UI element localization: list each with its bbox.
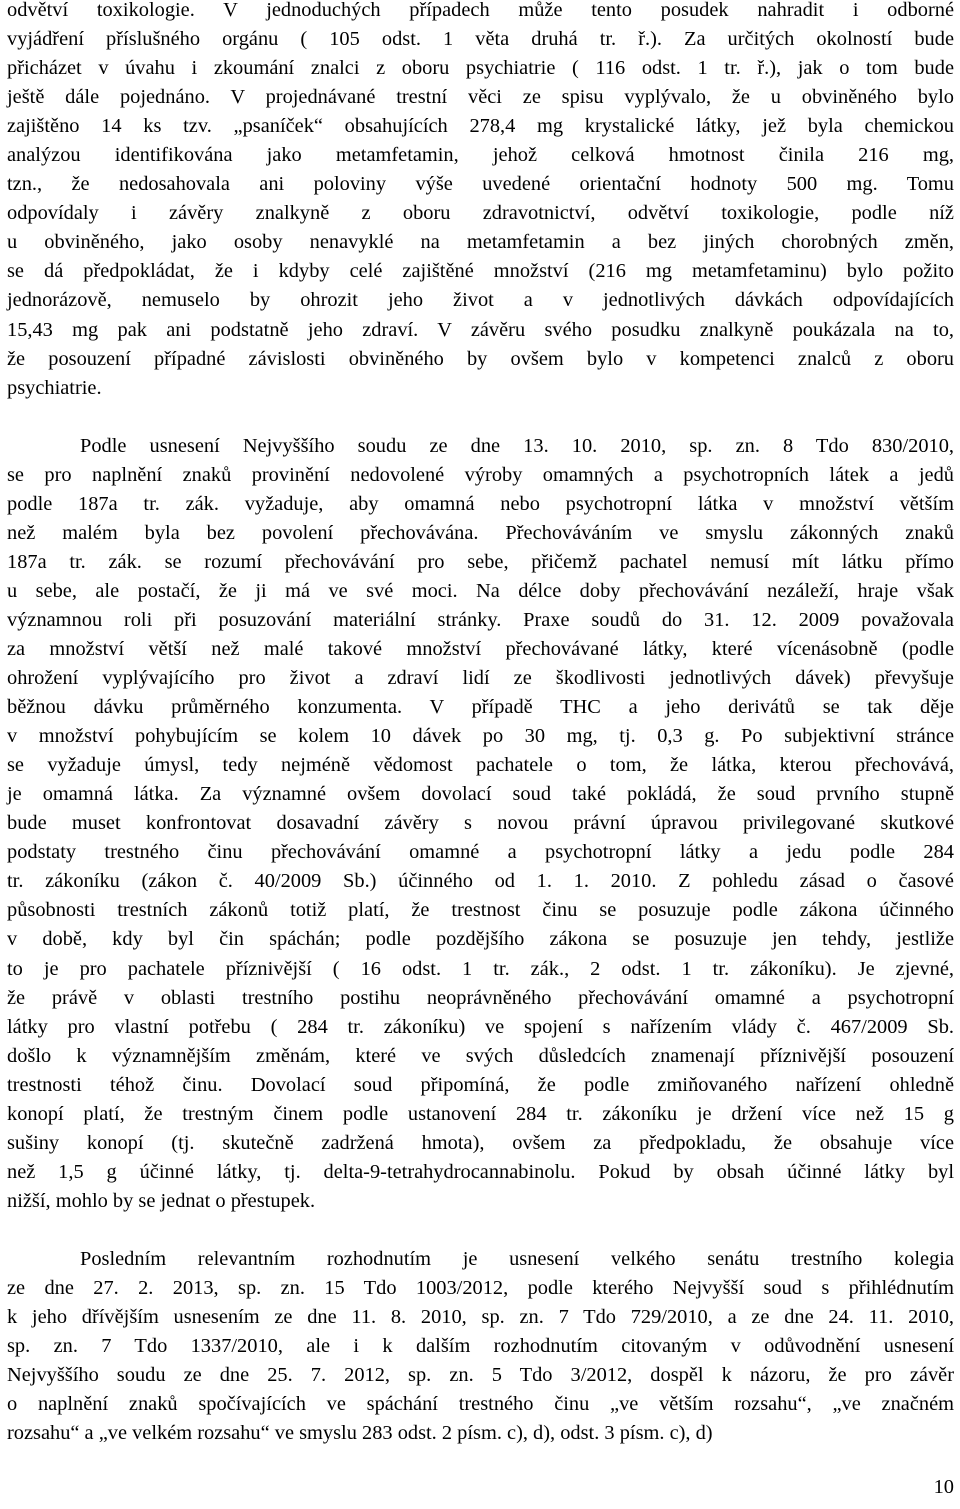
text-line: bude muset konfrontovat dosavadní závěry s novou právní úpravou privilegované skutkové [7, 812, 954, 835]
text-line: tr. zákoníku (zákon č. 40/2009 Sb.) účinného od 1. 1. 2010. Z pohledu zásad o časové [7, 870, 954, 893]
text-line: odvětví toxikologie. V jednoduchých případech může tento posudek nahradit i odborné [7, 0, 954, 21]
text-line: došlo k významnějším změnám, které ve svých důsledcích znamenají příznivější posouzení [7, 1044, 954, 1067]
text-line: jednorázově, nemuselo by ohrozit jeho život a v jednotlivých dávkách odpovídajících [7, 289, 954, 312]
text-line: sp. zn. 7 Tdo 1337/2010, ale i k dalším rozhodnutím citovaným v odůvodnění usnesení [7, 1335, 954, 1358]
paragraph-3 [7, 1245, 954, 1448]
text-line: k jeho dřívějším usnesením ze dne 11. 8. 2010, sp. zn. 7 Tdo 729/2010, a ze dne 24. 11. 2010, [7, 1306, 954, 1329]
text-line: vyjádření příslušného orgánu ( 105 odst. 1 věta druhá tr. ř.). Za určitých okolností bude [7, 28, 954, 51]
text-line: se dá předpokládat, že i kdyby celé zajištěné množství (216 mg metamfetaminu) bylo požito [7, 260, 954, 283]
text-line: běžnou dávku průměrného konzumenta. V případě THC a jeho derivátů se tak děje [7, 696, 954, 719]
text-line: v době, kdy byl čin spáchán; podle pozdějšího zákona se posuzuje jen tehdy, jestliže [7, 928, 954, 951]
text-line: trestnosti téhož činu. Dovolací soud připomíná, že podle zmiňovaného nařízení ohledně [7, 1073, 954, 1096]
text-line: významnou roli při posuzování materiální stránky. Praxe soudů do 31. 12. 2009 považovala [7, 608, 954, 631]
text-line: zajištěno 14 ks tzv. „psaníček“ obsahujících 278,4 mg krystalické látky, jež byla chemickou [7, 115, 954, 138]
text-line: u obviněného, jako osoby nenavyklé na metamfetamin a bez jiných chorobných změn, [7, 231, 954, 254]
text-line: rozsahu“ a „ve velkém rozsahu“ ve smyslu 283 odst. 2 písm. c), d), odst. 3 písm. c), d) [7, 1422, 713, 1445]
text-line: 15,43 mg pak ani podstatně jeho zdraví. V závěru svého posudku znalkyně poukázala na to, [7, 318, 954, 341]
text-line: za množství větší než malé takové množství přechovávané látky, které vícenásobně (podle [7, 637, 954, 660]
text-line: ještě dále pojednáno. V projednávané trestní věci ze spisu vyplývalo, že u obviněného bylo [7, 86, 954, 109]
page-number: 10 [933, 1476, 954, 1498]
text-line: je omamná látka. Za významné ovšem dovolací soud také pokládá, že soud prvního stupně [7, 783, 954, 806]
paragraph-1 [7, 0, 954, 403]
text-line: se pro naplnění znaků provinění nedovolené výroby omamných a psychotropních látek a jedů [7, 463, 954, 486]
text-line: Nejvyššího soudu ze dne 25. 7. 2012, sp. zn. 5 Tdo 3/2012, dospěl k názoru, že pro závěr [7, 1364, 954, 1387]
document-page [7, 0, 954, 1448]
text-line: o naplnění znaků spočívajících ve spáchání trestného činu „ve větším rozsahu“, „ve značném [7, 1393, 954, 1416]
paragraph-2 [7, 432, 954, 1216]
text-line: u sebe, ale postačí, že ji má ve své moci. Na délce doby přechovávání nezáleží, hraje však [7, 579, 954, 602]
text-line: že právě v oblasti trestního postihu neoprávněného přechovávání omamné a psychotropní [7, 986, 954, 1009]
text-line: v množství pohybujícím se kolem 10 dávek po 30 mg, tj. 0,3 g. Po subjektivní stránce [7, 725, 954, 748]
text-line: analýzou identifikována jako metamfetamin, jehož celková hmotnost činila 216 mg, [7, 144, 954, 167]
text-line: se vyžaduje úmysl, tedy nejméně vědomost pachatele o tom, že látka, kterou přechovává, [7, 754, 954, 777]
text-line: tzn., že nedosahovala ani poloviny výše uvedené orientační hodnoty 500 mg. Tomu [7, 173, 954, 196]
text-line: než 1,5 g účinné látky, tj. delta-9-tetrahydrocannabinolu. Pokud by obsah účinné látky byl [7, 1160, 954, 1183]
text-line: přicházet v úvahu i zkoumání znalci z oboru psychiatrie ( 116 odst. 1 tr. ř.), jak o tom bude [7, 57, 954, 80]
text-line: než malém byla bez povolení přechovávána. Přechováváním ve smyslu zákonných znaků [7, 521, 954, 544]
text-line: 187a tr. zák. se rozumí přechovávání pro sebe, přičemž pachatel nemusí mít látku přímo [7, 550, 954, 573]
text-line: podle 187a tr. zák. vyžaduje, aby omamná nebo psychotropní látka v množství větším [7, 492, 954, 515]
text-line: působnosti trestních zákonů totiž platí, že trestnost činu se posuzuje podle zákona účinného [7, 899, 954, 922]
text-line: konopí platí, že trestným činem podle ustanovení 284 tr. zákoníku je držení více než 15 g [7, 1102, 954, 1125]
text-line: to je pro pachatele příznivější ( 16 odst. 1 tr. zák., 2 odst. 1 tr. zákoníku). Je zjevné, [7, 957, 954, 980]
text-line: Podle usnesení Nejvyššího soudu ze dne 13. 10. 2010, sp. zn. 8 Tdo 830/2010, [80, 434, 954, 457]
text-line: že posouzení případné závislosti obviněného by ovšem bylo v kompetenci znalců z oboru [7, 347, 954, 370]
text-line: látky pro vlastní potřebu ( 284 tr. zákoníku) ve spojení s nařízením vlády č. 467/2009 Sb. [7, 1015, 954, 1038]
text-line: ze dne 27. 2. 2013, sp. zn. 15 Tdo 1003/2012, podle kterého Nejvyšší soud s přihlédnutím [7, 1276, 954, 1299]
text-line: sušiny konopí (tj. skutečně zadržená hmota), ovšem za předpokladu, že obsahuje více [7, 1131, 954, 1154]
text-line: nižší, mohlo by se jednat o přestupek. [7, 1189, 316, 1212]
text-line: psychiatrie. [7, 376, 102, 399]
text-line: odpovídaly i závěry znalkyně z oboru zdravotnictví, odvětví toxikologie, podle níž [7, 202, 954, 225]
text-line: Posledním relevantním rozhodnutím je usnesení velkého senátu trestního kolegia [80, 1247, 954, 1270]
text-line: ohrožení vyplývajícího pro život a zdraví lidí ze škodlivosti jednotlivých dávek) převyšuje [7, 667, 954, 690]
text-line: podstaty trestného činu přechovávání omamné a psychotropní látky a jedu podle 284 [7, 841, 954, 864]
